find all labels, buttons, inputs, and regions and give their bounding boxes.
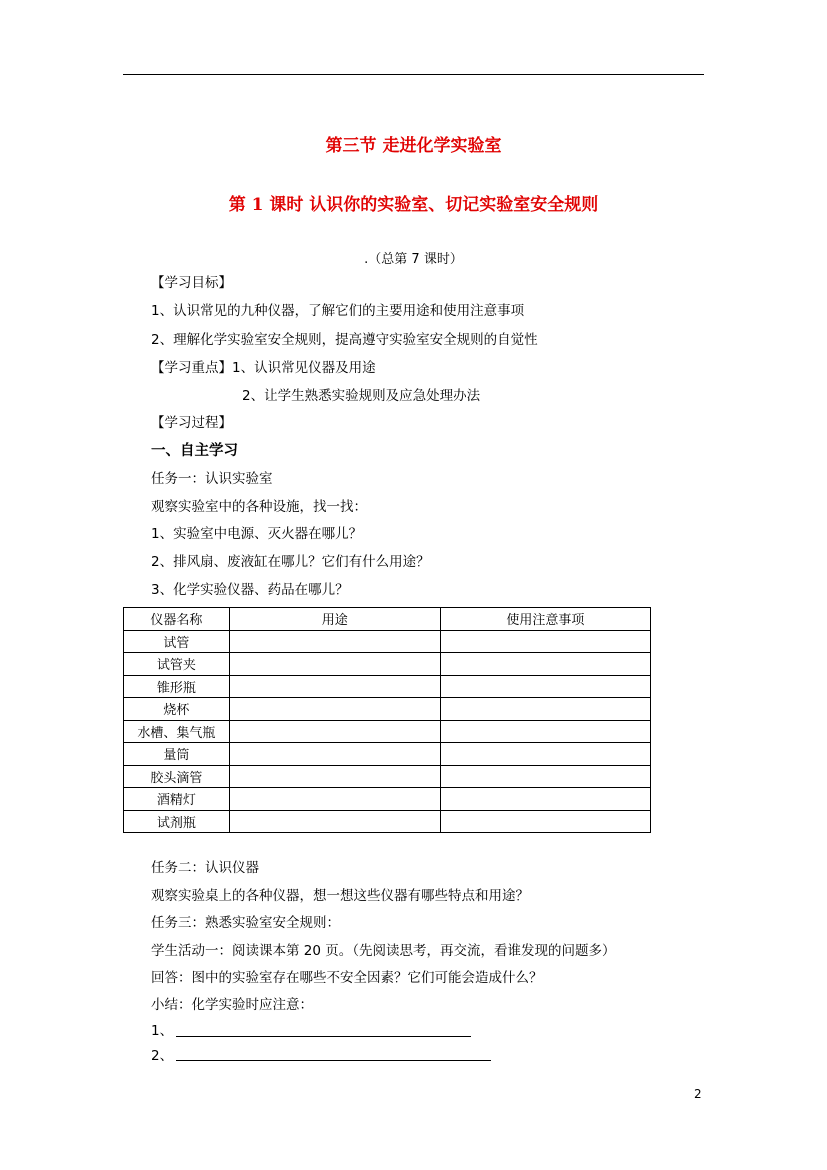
observe-instruments: 观察实验桌上的各种仪器，想一想这些仪器有哪些特点和用途？ <box>151 888 529 904</box>
goal-item: 1、认识常见的九种仪器，了解它们的主要用途和使用注意事项 <box>151 303 525 319</box>
table-row <box>124 810 651 833</box>
usage-cell[interactable] <box>229 653 440 676</box>
focus-item: 1、认识常见仪器及用途 <box>232 360 376 376</box>
table-row <box>124 743 651 766</box>
notes-cell[interactable] <box>440 743 650 766</box>
section-heading: 一、自主学习 <box>151 443 238 459</box>
task-two: 任务二：认识仪器 <box>151 860 259 876</box>
instrument-name: 水槽、集气瓶 <box>124 720 230 743</box>
instrument-name: 胶头滴管 <box>124 765 230 788</box>
goal-item: 2、理解化学实验室安全规则，提高遵守实验室安全规则的自觉性 <box>151 332 538 348</box>
table-row <box>124 765 651 788</box>
usage-cell[interactable] <box>229 698 440 721</box>
question-1: 1、实验室中电源、灭火器在哪儿？ <box>151 526 363 542</box>
table-row <box>124 788 651 811</box>
table-row <box>124 675 651 698</box>
answer-prompt: 回答：图中的实验室存在哪些不安全因素？它们可能会造成什么？ <box>151 970 543 986</box>
notes-cell[interactable] <box>440 788 650 811</box>
lesson-title: 第 1 课时 认识你的实验室、切记实验室安全规则 <box>228 195 599 215</box>
table-row <box>124 653 651 676</box>
notes-cell[interactable] <box>440 653 650 676</box>
usage-cell[interactable] <box>229 743 440 766</box>
question-3: 3、化学实验仪器、药品在哪儿？ <box>151 582 349 598</box>
instrument-name: 试管 <box>124 630 230 653</box>
table-row <box>124 630 651 653</box>
section-title: 第三节 走进化学实验室 <box>325 136 502 156</box>
usage-cell[interactable] <box>229 788 440 811</box>
notes-cell[interactable] <box>440 720 650 743</box>
process-heading: 【学习过程】 <box>151 415 232 431</box>
page-number: 2 <box>694 1087 702 1101</box>
total-lesson-note: .（总第 7 课时） <box>364 252 463 267</box>
question-2: 2、排风扇、废液缸在哪儿？它们有什么用途？ <box>151 554 430 570</box>
usage-cell[interactable] <box>229 630 440 653</box>
focus-item: 2、让学生熟悉实验规则及应急处理办法 <box>242 388 481 404</box>
focus-heading <box>151 358 376 378</box>
header-rule <box>123 74 704 75</box>
fill-in-line-2[interactable] <box>176 1060 491 1061</box>
table-header-cell: 用途 <box>229 608 440 631</box>
blank-label-1: 1、 <box>151 1023 174 1039</box>
task-three: 任务三：熟悉实验室安全规则： <box>151 915 340 931</box>
instrument-name: 酒精灯 <box>124 788 230 811</box>
goals-heading: 【学习目标】 <box>151 275 232 291</box>
task-one: 任务一：认识实验室 <box>151 471 273 487</box>
instrument-table <box>123 607 651 833</box>
usage-cell[interactable] <box>229 720 440 743</box>
notes-cell[interactable] <box>440 675 650 698</box>
table-header-row <box>124 608 651 631</box>
notes-cell[interactable] <box>440 810 650 833</box>
table-header-cell: 仪器名称 <box>124 608 230 631</box>
instrument-name: 烧杯 <box>124 698 230 721</box>
notes-cell[interactable] <box>440 630 650 653</box>
notes-cell[interactable] <box>440 765 650 788</box>
table-row <box>124 720 651 743</box>
instrument-name: 锥形瓶 <box>124 675 230 698</box>
instrument-name: 试管夹 <box>124 653 230 676</box>
usage-cell[interactable] <box>229 675 440 698</box>
student-activity: 学生活动一：阅读课本第 20 页。（先阅读思考，再交流，看谁发现的问题多） <box>151 943 616 959</box>
usage-cell[interactable] <box>229 765 440 788</box>
observe-text: 观察实验室中的各种设施，找一找： <box>151 499 367 515</box>
focus-heading-label: 【学习重点】 <box>151 360 232 376</box>
table-row <box>124 698 651 721</box>
usage-cell[interactable] <box>229 810 440 833</box>
summary-prompt: 小结：化学实验时应注意： <box>151 997 313 1013</box>
instrument-name: 试剂瓶 <box>124 810 230 833</box>
table-header-cell: 使用注意事项 <box>440 608 650 631</box>
notes-cell[interactable] <box>440 698 650 721</box>
instrument-name: 量筒 <box>124 743 230 766</box>
blank-label-2: 2、 <box>151 1048 174 1064</box>
fill-in-line-1[interactable] <box>176 1036 471 1037</box>
